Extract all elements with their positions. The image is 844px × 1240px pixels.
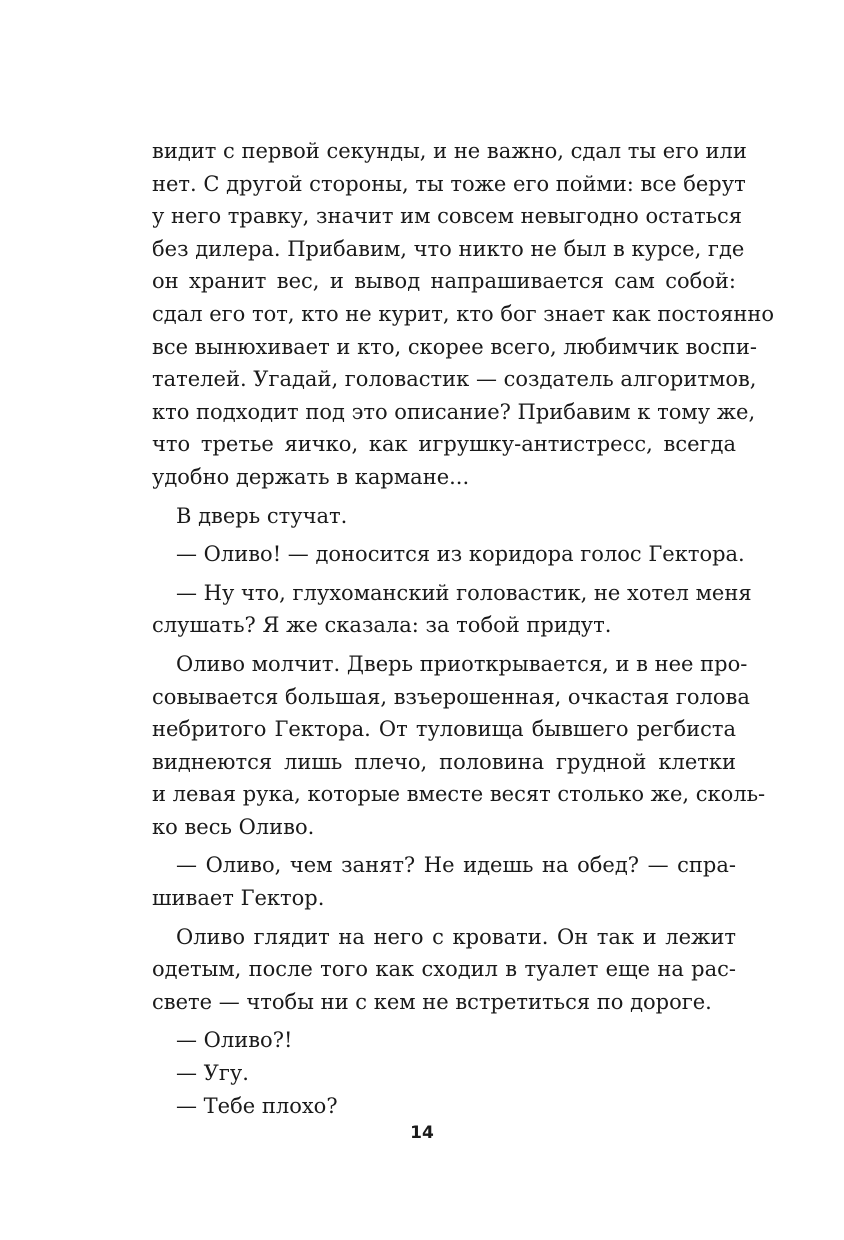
paragraph [152, 577, 752, 642]
text-line: у него травку, значит им совсем невыгодно остаться [152, 204, 743, 229]
text-line: что третье яичко, как игрушку-антистресс, всегда [152, 432, 736, 457]
text-line: слушать? Я же сказала: за тобой придут. [152, 613, 612, 638]
paragraph [152, 1057, 736, 1090]
text-line: — Оливо?! [176, 1028, 293, 1053]
paragraph [152, 849, 736, 914]
paragraph [152, 1090, 736, 1123]
text-line: удобно держать в кармане... [152, 464, 470, 489]
text-line: кто подходит под это описание? Прибавим к тому же, [152, 399, 756, 424]
body-text [152, 135, 774, 1122]
text-line: свете — чтобы ни с кем не встретиться по дороге. [152, 989, 712, 1014]
text-line: одетым, после того как сходил в туалет еще на рас- [152, 957, 736, 982]
paragraph [152, 648, 766, 844]
text-line: и левая рука, которые вместе весят столько же, сколь- [152, 782, 766, 807]
text-line: тателей. Угадай, головастик — создатель алгоритмов, [152, 367, 757, 392]
text-line: все вынюхивает и кто, скорее всего, любимчик воспи- [152, 334, 757, 359]
text-line: Оливо глядит на него с кровати. Он так и лежит [176, 924, 736, 949]
text-line: — Тебе плохо? [176, 1093, 338, 1118]
text-line: виднеются лишь плечо, половина грудной клетки [152, 749, 736, 774]
text-line: он хранит вес, и вывод напрашивается сам собой: [152, 269, 736, 294]
text-line: ко весь Оливо. [152, 814, 315, 839]
text-line: небритого Гектора. От туловища бывшего регбиста [152, 717, 736, 742]
text-line: — Оливо! — доносится из коридора голос Гектора. [176, 542, 745, 567]
text-line: совывается большая, взъерошенная, очкастая голова [152, 684, 750, 709]
text-line: шивает Гектор. [152, 886, 325, 911]
text-line: В дверь стучат. [176, 503, 348, 528]
page-number: 14 [410, 1123, 434, 1143]
text-line: — Угу. [176, 1061, 249, 1086]
paragraph [152, 500, 736, 533]
paragraph [152, 135, 774, 494]
paragraph [152, 921, 736, 1019]
text-line: нет. С другой стороны, ты тоже его пойми: все берут [152, 171, 746, 196]
text-line: Оливо молчит. Дверь приоткрывается, и в нее про- [176, 651, 748, 676]
text-line: без дилера. Прибавим, что никто не был в курсе, где [152, 236, 745, 261]
text-line: — Оливо, чем занят? Не идешь на обед? — спра- [176, 853, 736, 878]
text-line: видит с первой секунды, и не важно, сдал ты его или [152, 139, 747, 163]
text-line: — Ну что, глухоманский головастик, не хотел меня [176, 580, 752, 605]
text-line: сдал его тот, кто не курит, кто бог знает как постоянно [152, 301, 774, 326]
paragraph [152, 1024, 736, 1057]
paragraph [152, 538, 745, 571]
